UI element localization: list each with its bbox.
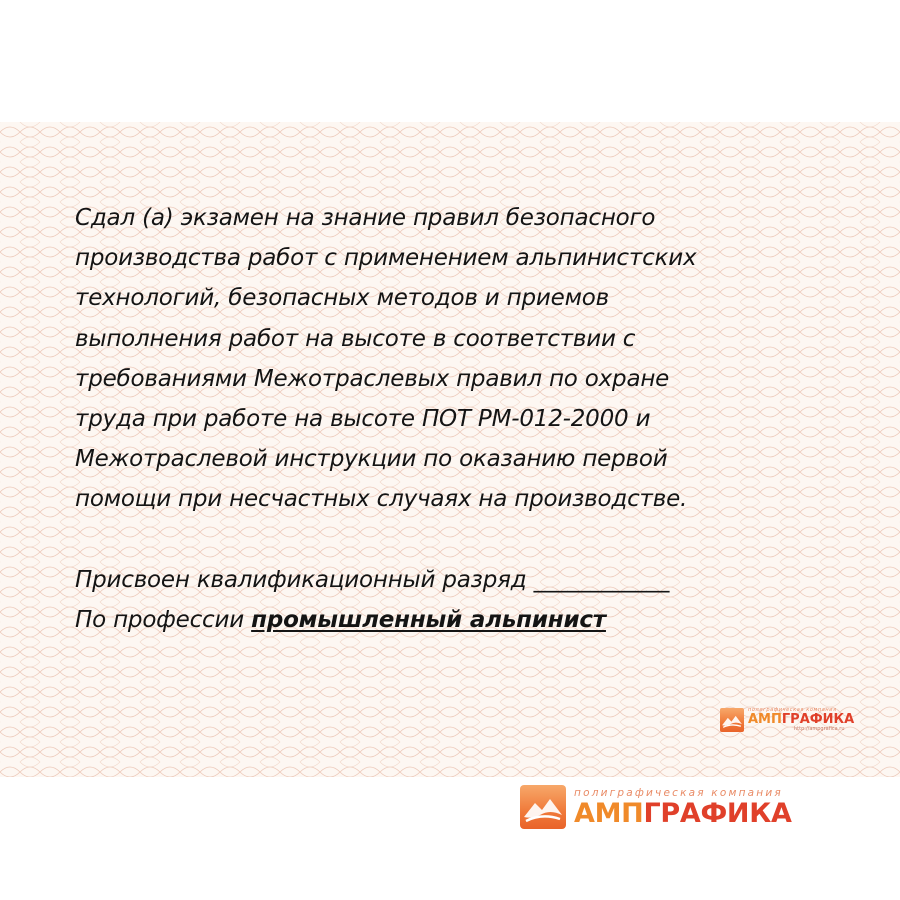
certificate-text bbox=[75, 198, 865, 640]
brand-logo-texts bbox=[574, 787, 792, 827]
body-line-8: помощи при несчастных случаях на производстве. bbox=[75, 486, 688, 513]
watermark-logo-url: http://ampgrafica.ru bbox=[794, 726, 845, 732]
brand-logo bbox=[520, 785, 792, 829]
watermark-logo bbox=[720, 707, 854, 732]
profession-label: По профессии bbox=[75, 606, 244, 633]
brand-logo-name-part2: ГРАФИКА bbox=[643, 798, 792, 829]
watermark-logo-name-part2: ГРАФИКА bbox=[781, 712, 855, 727]
watermark-logo-tagline: полиграфическая компания bbox=[748, 707, 837, 713]
body-line-1: Сдал (а) экзамен на знание правил безопасного bbox=[75, 205, 656, 231]
paragraph-gap bbox=[75, 520, 865, 560]
mountain-icon bbox=[520, 785, 566, 829]
body-line-2: производства работ с применением альпинистских bbox=[75, 245, 697, 272]
qualification-label: Присвоен квалификационный разряд bbox=[75, 566, 527, 593]
brand-logo-tagline: полиграфическая компания bbox=[574, 787, 783, 799]
watermark-logo-name bbox=[748, 713, 854, 726]
brand-logo-name-part1: АМП bbox=[574, 798, 644, 829]
watermark-logo-name-part1: АМП bbox=[748, 712, 782, 727]
mountain-icon bbox=[720, 708, 744, 732]
body-line-6: труда при работе на высоте ПОТ РМ-012-2000 и bbox=[75, 406, 651, 433]
brand-logo-name bbox=[574, 800, 792, 827]
qualification-line bbox=[75, 560, 865, 600]
qualification-blank: ____________ bbox=[533, 566, 670, 593]
body-line-7: Межотраслевой инструкции по оказанию первой bbox=[75, 446, 668, 473]
profession-line bbox=[75, 600, 865, 640]
body-line-5: требованиями Межотраслевых правил по охране bbox=[75, 365, 670, 392]
body-line-3: технологий, безопасных методов и приемов bbox=[75, 285, 609, 312]
watermark-logo-texts bbox=[748, 707, 854, 732]
profession-value: промышленный альпинист bbox=[251, 606, 606, 633]
body-line-4: выполнения работ на высоте в соответствии с bbox=[75, 325, 636, 352]
